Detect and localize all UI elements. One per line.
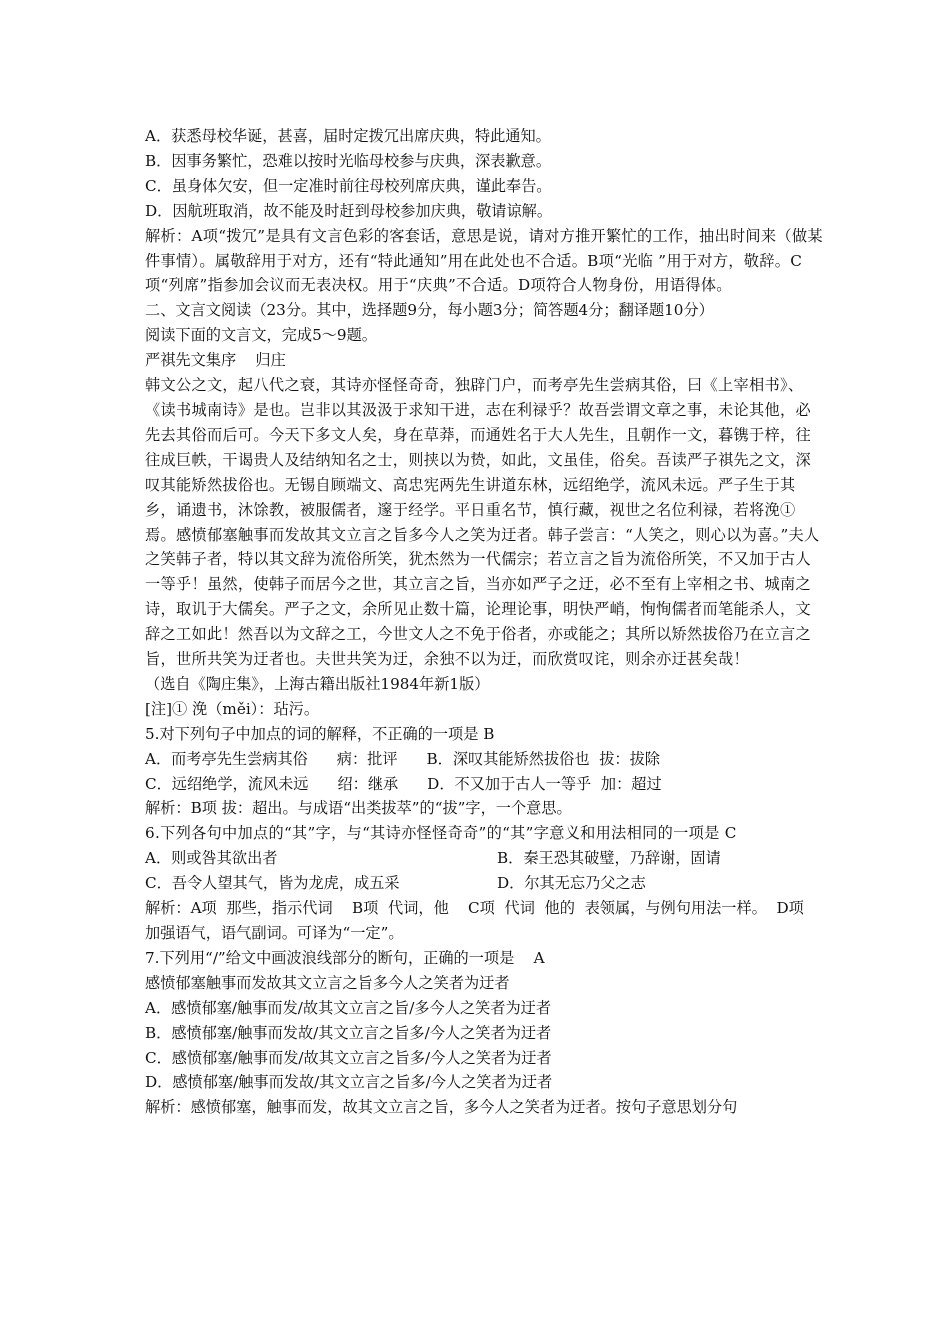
q7-analysis: 解析：感愤郁塞，触事而发，故其文立言之旨，多今人之笑者为迂者。按句子意思划分句 (145, 1098, 738, 1117)
q4-option-c: C．虽身体欠安，但一定准时前往母校列席庆典，谨此奉告。 (145, 176, 552, 195)
q7-stem: 7.下列用“/”给文中画波浪线部分的断句，正确的一项是 A (145, 948, 545, 967)
q7-option-d: D．感愤郁塞/触事而发故/其文立言之旨多/今人之笑者为迂者 (145, 1073, 553, 1092)
q5-options-row-1: A．而考亭先生尝病其俗 病：批评 B．深叹其能矫然拔俗也 拔：拔除 (145, 749, 660, 768)
q5-stem: 5.对下列句子中加点的词的解释，不正确的一项是 B (145, 724, 495, 743)
q7-option-b: B．感愤郁塞/触事而发故/其文立言之旨多/今人之笑者为迂者 (145, 1023, 552, 1042)
q7-option-c: C．感愤郁塞/触事而发/故其文立言之旨多/今人之笑者为迂者 (145, 1048, 552, 1067)
q5-options-row-2: C．远绍绝学，流风未远 绍：继承 D．不又加于古人一等乎 加：超过 (145, 774, 662, 793)
q7-sentence: 感愤郁塞触事而发故其文立言之旨多今人之笑者为迂者 (145, 973, 510, 992)
q6-option-c: C．吾令人望其气，皆为龙虎，成五采 (145, 874, 400, 893)
q7-option-a: A．感愤郁塞/触事而发/故其文立言之旨/多今人之笑者为迂者 (145, 998, 552, 1017)
q4-option-a: A．获悉母校华诞，甚喜，届时定拨冗出席庆典，特此通知。 (145, 127, 551, 145)
passage-source: （选自《陶庄集》，上海古籍出版社1984年新1版） (145, 674, 490, 693)
q6-option-a: A．则或咎其欲出者 (145, 849, 278, 868)
q6-option-d: D．尔其无忘乃父之志 (497, 874, 646, 893)
q4-option-d: D．因航班取消，故不能及时赶到母校参加庆典，敬请谅解。 (145, 201, 553, 220)
q6-stem: 6.下列各句中加点的“其”字，与“其诗亦怪怪奇奇”的“其”字意义和用法相同的一项是 C (145, 824, 737, 843)
document-page (145, 124, 825, 1120)
passage-body: 韩文公之文，起八代之衰，其诗亦怪怪奇奇，独辟门户，而考亭先生尝病其俗，曰《上宰相书》、《读书城南诗》是也。岂非以其汲汲于求知干进，志在利禄乎？故吾尝谓文章之事，未论其他，必先去其俗而后可。今天下多文人矣，身在草莽，而通姓名于大人先生，且朝作一文，暮镌于梓，往往成巨帙，干谒贵人及结纳知名之士，则挟以为贽，如此，文虽佳，俗矣。吾读严子祺先之文，深叹其能矫然拔俗也。无锡自顾端文、高忠宪两先生讲道东林，远绍绝学，流风未远。严子生于其乡，诵遗书，沐馀教，被服儒者，邃于经学。平日重名节，慎行藏，视世之名位利禄，若将浼①焉。感愤郁塞触事而发故其文立言之旨多今人之笑为迂者。韩子尝言：“人笑之，则心以为喜。”夫人之笑韩子者，特以其文辞为流俗所笑，犹杰然为一代儒宗；若立言之旨为流俗所笑，不又加于古人一等乎！虽然，使韩子而居今之世，其立言之旨，当亦如严子之迂，必不至有上宰相之书、城南之诗，取讥于大儒矣。严子之文，余所见止数十篇，论理论事，明快严峭，恂恂儒者而笔能杀人，文辞之工如此！然吾以为文辞之工，今世文人之不免于俗者，亦或能之；其所以矫然拔俗乃在立言之旨，世所共笑为迂者也。夫世共笑为迂，余独不以为迂，而欣赏叹诧，则余亦迂甚矣哉！ (145, 376, 820, 669)
q4-option-b: B．因事务繁忙，恐难以按时光临母校参与庆典，深表歉意。 (145, 151, 552, 170)
q4-analysis: 解析：A项“拨冗”是具有文言色彩的客套话，意思是说，请对方推开繁忙的工作，抽出时间来（做某件事情）。属敬辞用于对方，还有“特此通知”用在此处也不合适。B项“光临 ”用于对方，敬辞。C项“列席”指参加会议而无表决权。用于“庆典”不合适。D项符合人物身份，用语得体。 (145, 226, 823, 295)
q6-options-row-1 (145, 846, 825, 871)
passage-title: 严祺先文集序 归庄 (145, 351, 286, 370)
section-instruction: 阅读下面的文言文，完成5～9题。 (145, 326, 377, 345)
section-heading: 二、文言文阅读（23分。其中，选择题9分，每小题3分；简答题4分；翻译题10分） (145, 301, 714, 320)
q5-analysis: 解析：B项 拔：超出。与成语“出类拔萃”的“拔”字，一个意思。 (145, 799, 572, 818)
passage-note: [注]① 浼（měi）：玷污。 (145, 699, 320, 718)
q6-option-b: B．秦王恐其破璧，乃辞谢，固请 (497, 849, 721, 868)
q6-analysis: 解析：A项 那些，指示代词 B项 代词，他 C项 代词 他的 表领属，与例句用法一样。 D项 加强语气，语气副词。可译为“一定”。 (145, 899, 814, 942)
q6-options-row-2 (145, 871, 825, 896)
